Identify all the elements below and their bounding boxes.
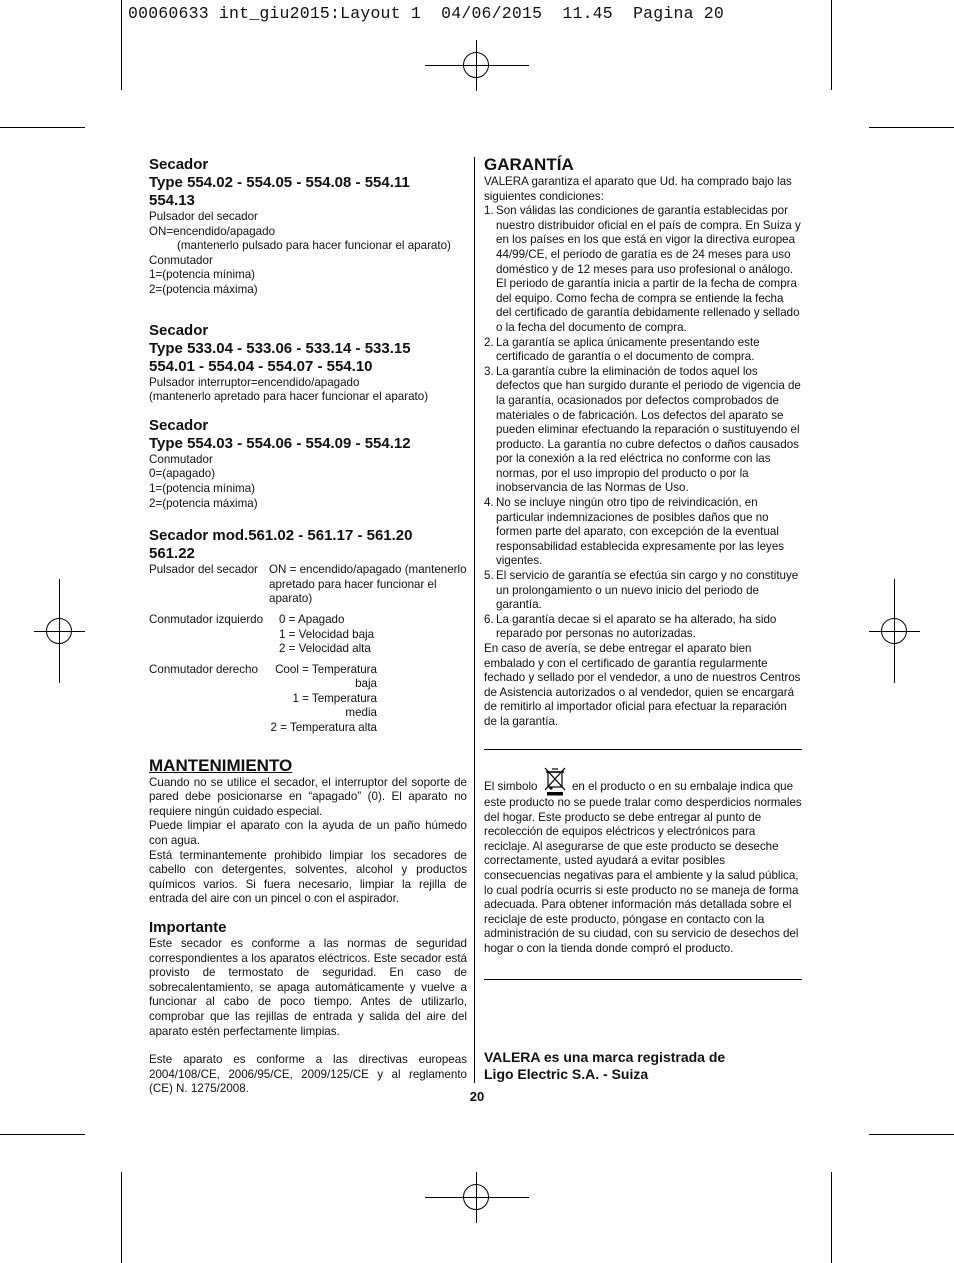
crossed-out-wheelie-bin-icon (543, 766, 567, 796)
section-title: Secador mod.561.02 - 561.17 - 561.20 561.22 (149, 527, 413, 563)
list-text: Son válidas las condiciones de garantía establecidas por nuestro distribuidor oficial en el país de compra. En Suiza y en los países en los que está en vigor la directiva europea 44/99/CE, el periodo de garatía es de 24 meses para uso doméstico y de 12 meses para uso profesional o análogo. El periodo de garantía inicia a partir de la fecha de compra del equipo. Como fecha de compra se entiende la fecha del certificado de garantía debidamente rellenado y sellado o la fecha del documento de compra. (496, 204, 801, 334)
spec-line: 2=(potencia máxima) (149, 496, 258, 510)
list-item (484, 204, 802, 335)
section-weee (484, 766, 802, 957)
section-secador-4 (149, 527, 467, 736)
right-column (484, 155, 802, 730)
print-slug-header: 00060633 int_giu2015:Layout 1 04/06/2015 11.45 Pagina 20 (128, 4, 724, 23)
spec-row-pulsador (149, 563, 467, 607)
column-divider (474, 157, 475, 1083)
list-number: 5. (484, 569, 494, 583)
spec-values (262, 663, 467, 736)
list-number: 1. (484, 204, 494, 218)
section-secador-2 (149, 322, 467, 405)
crop-mark (869, 127, 954, 128)
spec-value: 2 = Temperatura alta (270, 721, 377, 735)
spec-line: 1=(potencia mínima) (149, 268, 256, 282)
spec-line: (mantenerlo apretado para hacer funcionar el aparato) (149, 390, 429, 404)
spec-line: ON=encendido/apagado (149, 224, 276, 238)
list-item (484, 496, 802, 569)
model-types: Type 554.02 - 554.05 - 554.08 - 554.11 554.13 (149, 174, 410, 209)
list-number: 6. (484, 612, 494, 626)
spec-line: Pulsador interruptor=encendido/apagado (149, 375, 360, 389)
spec-line: 1=(potencia mínima) (149, 481, 256, 495)
list-text: La garantía decae si el aparato se ha alterado, ha sido reparado por personas no autorizadas. (496, 612, 777, 641)
list-number: 4. (484, 496, 494, 510)
spec-values (279, 613, 467, 657)
crop-mark (831, 1172, 832, 1263)
list-number: 3. (484, 364, 494, 378)
crop-mark (0, 127, 85, 128)
section-heading: Importante (149, 919, 227, 936)
spec-value: 2 = Velocidad alta (279, 642, 371, 656)
spec-line: Conmutador (149, 253, 213, 267)
list-item (484, 336, 802, 365)
trademark-line: VALERA es una marca registrada de (484, 1049, 726, 1065)
weee-text-pre: El simbolo (484, 780, 538, 793)
section-title: Secador (149, 321, 209, 339)
section-garantia (484, 155, 802, 730)
crop-mark (831, 0, 832, 90)
spec-line: 2=(potencia máxima) (149, 282, 258, 296)
list-number: 2. (484, 335, 494, 349)
paragraph: Puede limpiar el aparato con la ayuda de un paño húmedo con agua. (149, 819, 467, 848)
trademark-line: Ligo Electric S.A. - Suiza (484, 1066, 649, 1082)
spec-label: Conmutador derecho (149, 662, 258, 676)
section-mantenimiento (149, 756, 467, 907)
paragraph: En caso de avería, se debe entregar el aparato bien embalado y con el certificado de garantía regularmente fechado y sellado por el vendedor, a uno de nuestros Centros de Asistencia autorizados o al vendedor, quien se encargará de remitirlo al importador oficial para efectuar la reparación de la garantía. (484, 642, 801, 728)
section-secador-3 (149, 417, 467, 511)
section-divider (484, 749, 802, 750)
paragraph: Este secador es conforme a las normas de seguridad correspondientes a los aparatos eléctricos. Este secador está provisto de termostato de seguridad. En caso de sobrecalentamiento, se apaga automáticamente y vuelve a funcionar al cabo de poco tiempo. Antes de utilizarlo, comprobar que las rejillas de entrada y salida del aire del aparato estén perfectamente limpias. (149, 937, 467, 1038)
crop-mark (121, 1172, 122, 1263)
left-column (149, 156, 467, 1097)
registration-mark-circle (46, 618, 72, 644)
list-text: La garantía se aplica únicamente presentando este certificado de garantía o el documento de compra. (496, 335, 760, 364)
paragraph: Cuando no se utilice el secador, el interruptor del soporte de pared debe posicionarse en “apagado” (0). El aparato no requiere ningún cuidado especial. (149, 775, 467, 818)
spec-label: Conmutador izquierdo (149, 612, 264, 626)
crop-mark (869, 1134, 954, 1135)
spec-label: Pulsador del secador (149, 563, 258, 577)
section-secador-1 (149, 156, 467, 298)
spec-line: Pulsador del secador (149, 210, 258, 223)
registration-mark-circle (881, 618, 907, 644)
spec-value: 1 = Velocidad baja (279, 627, 375, 641)
section-heading: MANTENIMIENTO (149, 755, 293, 775)
section-title: Secador (149, 156, 209, 173)
list-item (484, 365, 802, 496)
spec-value: ON = encendido/apagado (mantenerlo apretado para hacer funcionar el aparato) (269, 563, 467, 606)
paragraph: VALERA garantiza el aparato que Ud. ha comprado bajo las siguientes condiciones: (484, 175, 792, 203)
section-heading: GARANTÍA (484, 155, 574, 174)
model-types: Type 554.03 - 554.06 - 554.09 - 554.12 (149, 434, 411, 452)
warranty-conditions-list (484, 204, 802, 642)
crop-mark (121, 0, 122, 90)
trademark-note (484, 1049, 802, 1083)
registration-mark-circle (463, 52, 489, 78)
paragraph: Este aparato es conforme a las directivas europeas 2004/108/CE, 2006/95/CE, 2009/125/CE y al reglamento (CE) N. 1275/2008. (149, 1053, 467, 1096)
list-text: El servicio de garantía se efectúa sin cargo y no constituye un prolongamiento o un nuevo inicio del periodo de garantía. (496, 569, 799, 612)
list-item (484, 613, 802, 642)
list-item (484, 569, 802, 613)
spec-value: 0 = Apagado (279, 612, 345, 626)
paragraph (484, 766, 802, 957)
registration-mark-circle (463, 1184, 489, 1210)
spec-row-conmutador-izquierdo (149, 613, 467, 657)
spec-value: 1 = Temperatura media (292, 691, 377, 720)
section-importante (149, 919, 467, 1097)
section-title: Secador (149, 416, 209, 434)
spec-line: Conmutador (149, 452, 213, 466)
paragraph: Está terminantemente prohibido limpiar los secadores de cabello con detergentes, solventes, alcohol y productos químicos varios. Si fuera necesario, limpiar la rejilla de entrada del aire con un pincel o con el aspirador. (149, 848, 467, 906)
crop-mark (0, 1134, 85, 1135)
list-text: No se incluye ningún otro tipo de reivindicación, en particular indemnizaciones de posibles daños que no formen parte del aparato, con excepción de la eventual responsabilidad establecida expresamente por las leyes vigentes. (496, 496, 785, 568)
spec-row-conmutador-derecho (149, 663, 467, 736)
section-divider (484, 979, 802, 980)
weee-text-post: en el producto o en su embalaje indica que este producto no se puede tralar como desperdicios normales del hogar. Este producto se debe entregar al punto de recolección de equipos eléctricos y electrónicos para reciclaje. Al asegurarse de que este producto se deseche correctamente, usted ayudará a evitar posibles consecuencias negativas para el ambiente y la salud pública, lo cual podría ocurris si este producto no se maneja de forma adecuada. Para obtener información más detallada sobre el reciclaje de este producto, póngase en contacto con la administración de su ciudad, con su servicio de desechos del hogar o con la tienda donde compró el producto. (484, 780, 802, 955)
spec-line: 0=(apagado) (149, 467, 216, 481)
list-text: La garantía cubre la eliminación de todos aquel los defectos que han surgido durante el periodo de vigencia de la garantía, ocasionados por defectos comprobados de materiales o de fabricación. Los defectos del aparato se pueden eliminar efectuando la reparación o sustituyendo el producto. La garantía no cubre defectos o daños causados por la conexión a la red eléctrica no conforme con las normas, por el uso impropio del producto o por la inobservancia de las Normas de Uso. (496, 364, 801, 495)
page-number: 20 (469, 1089, 485, 1104)
spec-value: Cool = Temperatura baja (275, 662, 377, 691)
model-types: Type 533.04 - 533.06 - 533.14 - 533.15 554.01 - 554.04 - 554.07 - 554.10 (149, 339, 411, 375)
spec-line: (mantenerlo pulsado para hacer funcionar el aparato) (177, 239, 451, 253)
